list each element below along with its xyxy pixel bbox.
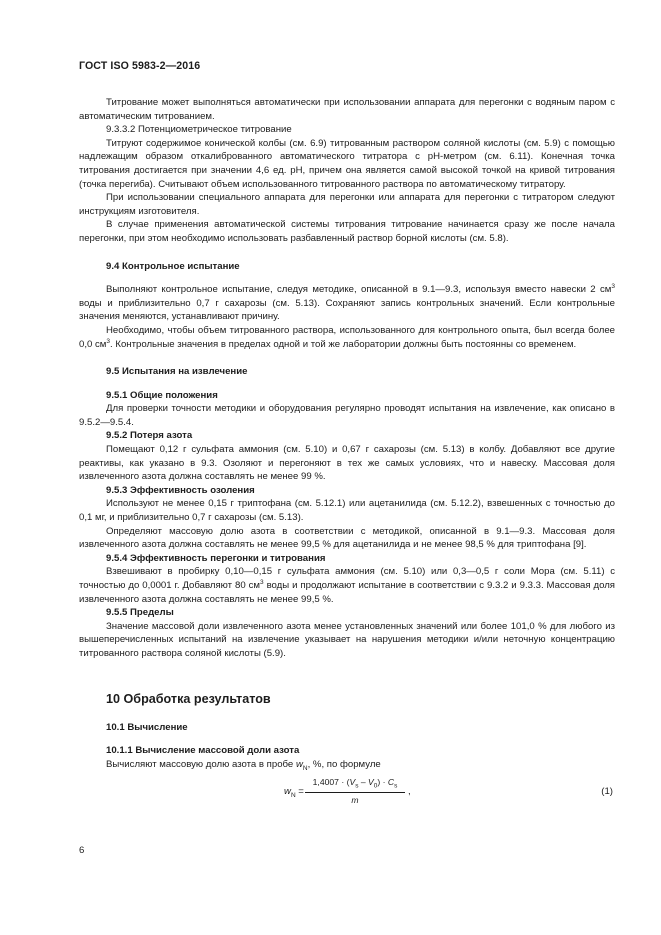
subsection-heading-9-5-4: 9.5.4 Эффективность перегонки и титрования [106, 552, 326, 564]
paragraph: При использовании специального аппарата для перегонки или аппарата для перегонки с титратором следуют инструкциям изготовителя. [79, 192, 615, 217]
formula-denominator: m [351, 794, 359, 805]
subsection-heading-9-5-3: 9.5.3 Эффективность озоления [106, 484, 255, 496]
paragraph: Титруют содержимое конической колбы (см. 6.9) титрованным раствором соляной кислоты (см. 5.9) с помощью надлежащим образом откалиброванного автоматического титратора с pH-метром (см. 6.11). Конечная точка титрования достигается при значении 4,6 ед. pH, причем она является самой высокой точкой на кривой титрования (точка перегиба). Считывают объем использованного титрованного раствора по автоматическому титратору. [79, 137, 615, 190]
paragraph: Выполняют контрольное испытание, следуя методике, описанной в 9.1—9.3, используя вместо навески 2 $см^3$ воды и приблизительно 0,7 г сахарозы (см. 5.13). Сохраняют запись контрольных значений. Если контрольные значения меняются, устанавливают причину. [79, 282, 615, 323]
formula-comma: , [408, 786, 411, 798]
document-body [79, 96, 615, 815]
paragraph: Используют не менее 0,15 г триптофана (см. 5.12.1) или ацетанилида (см. 5.12.2), взвешенных с точностью до 0,1 мг, и приблизительно 0,7 г сахарозы (см. 5.13). [79, 498, 615, 524]
equation-number: (1) [601, 786, 613, 798]
paragraph: Определяют массовую долю азота в соответствии с методикой, описанной в 9.1—9.3. Массовая доля извлеченного азота должна составлять не менее 99,5 % для ацетанилида и не менее 98,5 % для триптофана [9]. [79, 525, 615, 551]
subsection-heading-9-3-3-2: 9.3.3.2 Потенциометрическое титрование [106, 124, 292, 136]
section-heading-9-5: 9.5 Испытания на извлечение [106, 366, 248, 378]
document-header: ГОСТ ISO 5983-2—2016 [79, 60, 201, 72]
page-number: 6 [79, 845, 85, 856]
subsection-heading-10-1-1: 10.1.1 Вычисление массовой доли азота [106, 745, 300, 757]
formula-1 [79, 775, 615, 815]
section-heading-9-4: 9.4 Контрольное испытание [106, 260, 240, 272]
formula-fraction [305, 776, 405, 807]
paragraph: Титрование может выполняться автоматически при использовании аппарата для перегонки с водяным паром с автоматическим титрованием. [79, 97, 615, 122]
paragraph: Для проверки точности методики и оборудования регулярно проводят испытания на извлечение, как описано в 9.5.2—9.5.4. [79, 403, 615, 428]
paragraph: Вычисляют массовую долю азота в пробе $w_N$, %, по формуле [106, 758, 381, 772]
paragraph: Необходимо, чтобы объем титрованного раствора, использованного для контрольного опыта, был всегда более 0,0 $см^3$. Контрольные значения в пределах одной и той же лаборатории должны быть постоянны со временем. [79, 324, 615, 350]
paragraph: Значение массовой доли извлеченного азота менее установленных значений или более 101,0 % для любого из вышеперечисленных испытаний на извлечение указывает на нарушения методики и/или неточную концентрацию титрованного раствора соляной кислоты (5.9). [79, 620, 615, 659]
subsection-heading-9-5-2: 9.5.2 Потеря азота [106, 430, 193, 442]
section-heading-10-1: 10.1 Вычисление [106, 721, 188, 733]
paragraph: В случае применения автоматической системы титрования титрование начинается сразу же после начала перегонки, при этом необходимо использовать разбавленный раствор борной кислоты (см. 5.8). [79, 219, 615, 244]
subsection-heading-9-5-5: 9.5.5 Пределы [106, 607, 174, 619]
paragraph: Помещают 0,12 г сульфата аммония (см. 5.10) и 0,67 г сахарозы (см. 5.13) в колбу. Добавляют все другие реактивы, как указано в 9.3. Озоляют и перегоняют в тех же самых условиях, что и навеску. Массовая доля извлеченного азота должна составлять не менее 99 %. [79, 444, 615, 483]
subsection-heading-9-5-1: 9.5.1 Общие положения [106, 389, 218, 401]
formula-lhs: $w_N$ = [284, 786, 304, 800]
paragraph: Взвешивают в пробирку 0,10—0,15 г сульфата аммония (см. 5.10) или 0,3—0,5 г соли Мора (см. 5.11) с точностью до 0,0001 г. Добавляют 80 $см^3$ воды и продолжают испытание в соответствии с 9.3.2 и 9.3.3. Массовая доля извлеченного азота должна составлять не менее 99,5 %. [79, 566, 615, 605]
formula-numerator: $1,4007 \cdot (V_s - V_0) \cdot C_s$ [305, 776, 405, 793]
section-heading-10: 10 Обработка результатов [106, 691, 271, 706]
